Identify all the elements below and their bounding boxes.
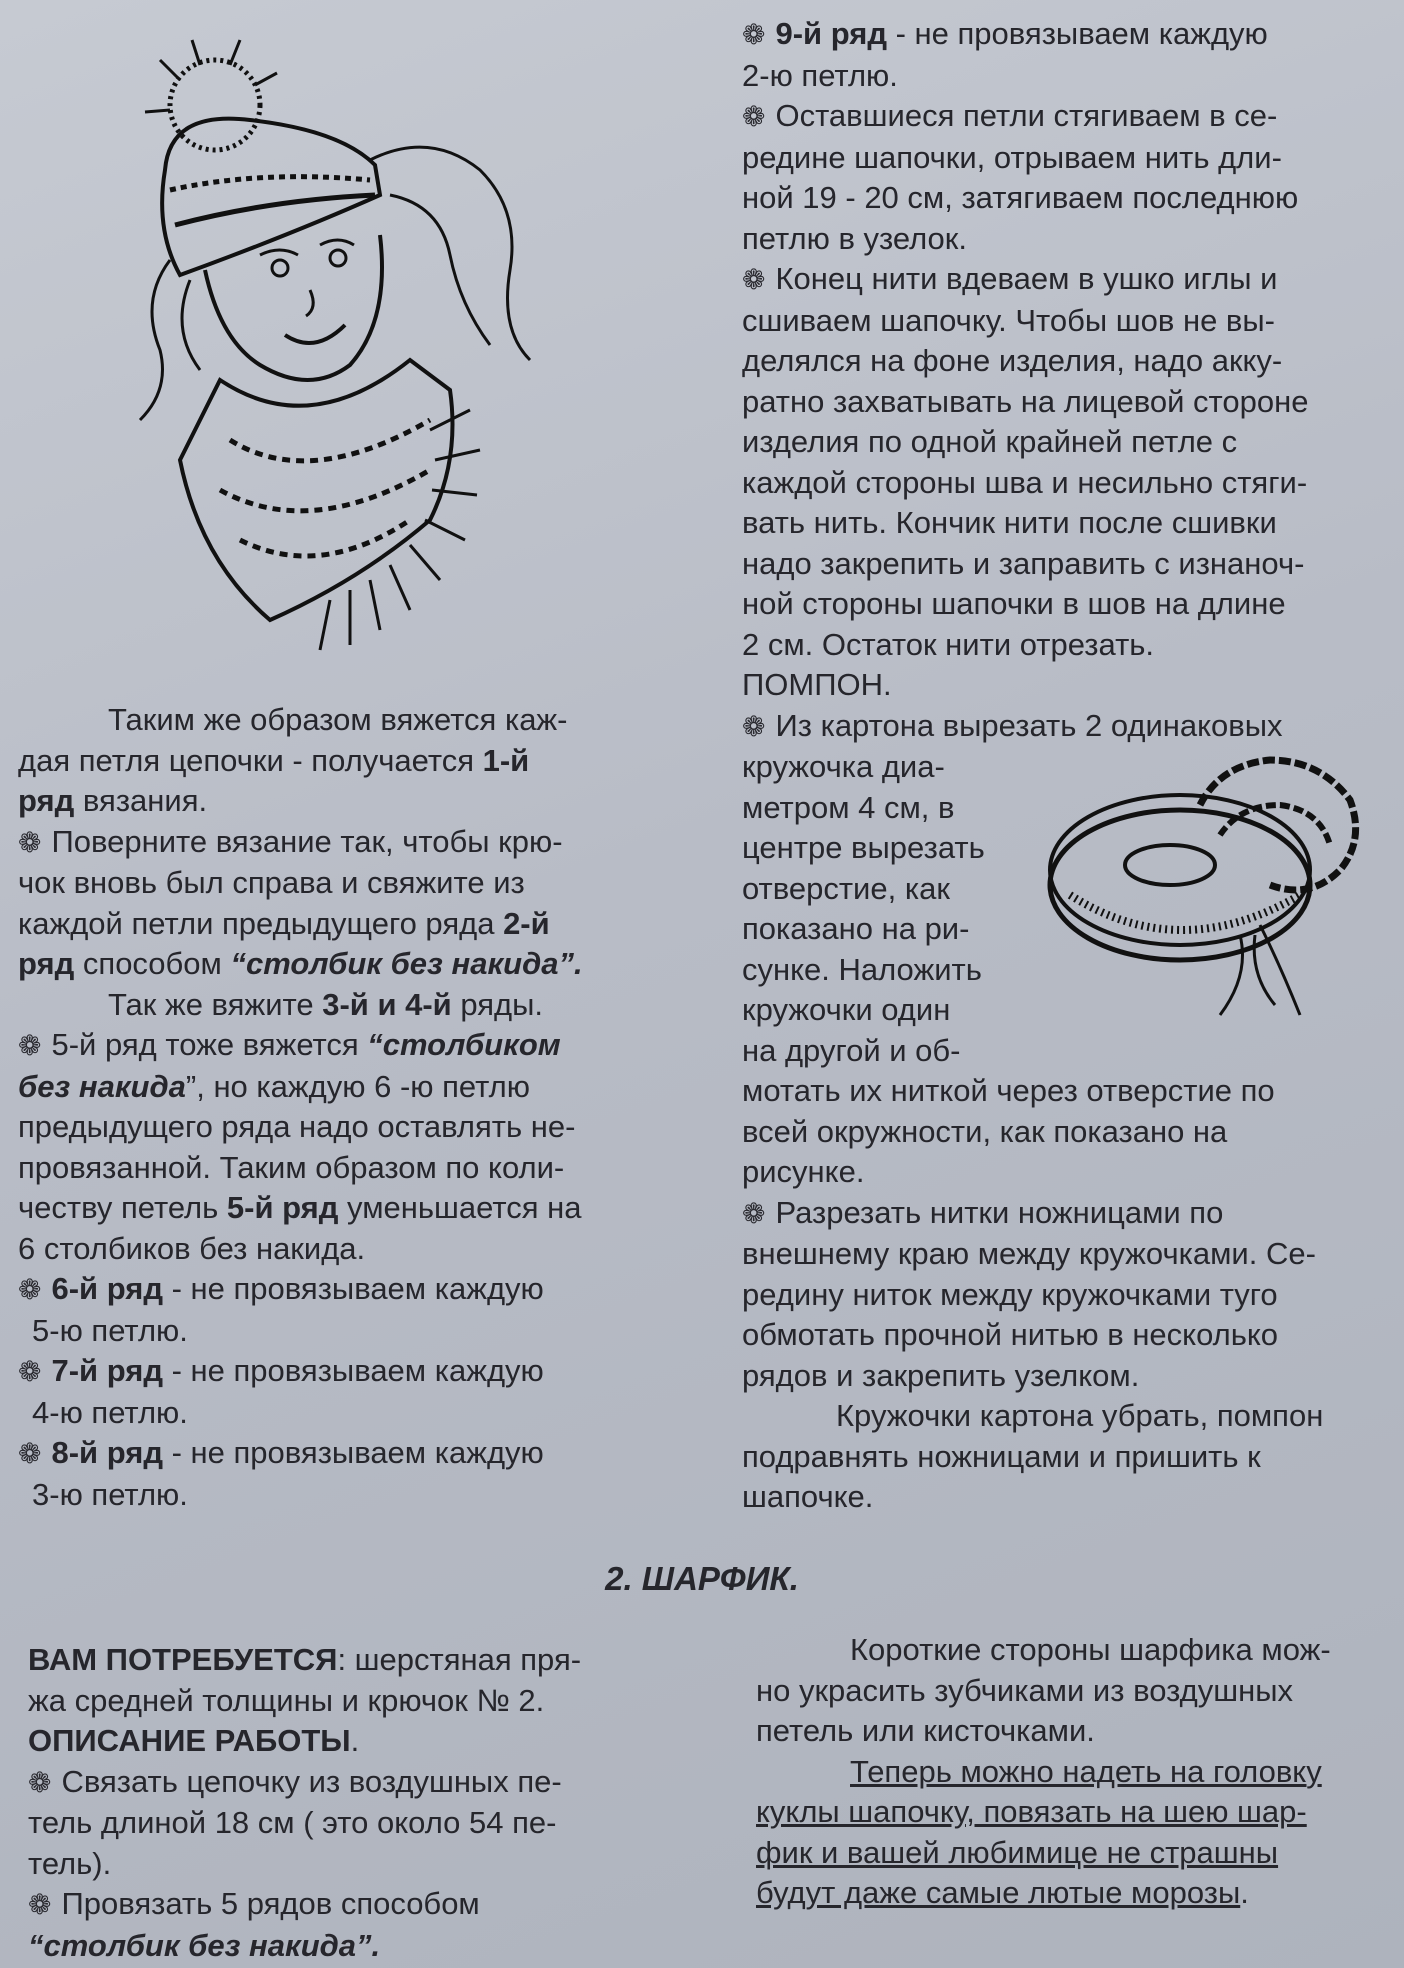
flower-bullet-icon: ❁ (742, 101, 766, 132)
text-line: рядов и закрепить узелком. (742, 1357, 1140, 1393)
paragraph (742, 584, 1392, 625)
bold-text: 1-й (482, 742, 530, 778)
paragraph (742, 1071, 1392, 1112)
text-line: 5-й ряд тоже вяжется (51, 1027, 368, 1062)
paragraph (18, 985, 678, 1026)
text-line: на другой и об- (742, 1032, 961, 1068)
paragraph (742, 950, 1392, 991)
bold-text: ВАМ ПОТРЕБУЕТСЯ (28, 1642, 338, 1677)
flower-bullet-icon: ❁ (742, 19, 766, 50)
flower-bullet-icon: ❁ (28, 1766, 52, 1798)
left-column (18, 700, 678, 1515)
paragraph (742, 990, 1392, 1031)
paragraph (18, 822, 678, 864)
paragraph (742, 1437, 1392, 1478)
bold-text: 9-й ряд (775, 16, 887, 51)
paragraph (756, 1792, 1396, 1833)
text-line: . (350, 1723, 360, 1758)
row-7-instruction (18, 1351, 678, 1393)
text-line: сшиваем шапочку. Чтобы шов не вы- (742, 302, 1275, 338)
text-line: кружочка диа- (742, 749, 945, 784)
paragraph (742, 259, 1392, 301)
text-line: подравнять ножницами и пришить к (742, 1438, 1261, 1474)
text-line: каждой стороны шва и несильно стяги- (742, 464, 1308, 500)
paragraph (756, 1833, 1396, 1874)
paragraph (742, 96, 1392, 138)
text-line: ной стороны шапочки в шов на длине (742, 586, 1286, 621)
paragraph (28, 1762, 678, 1804)
pompon-heading (742, 665, 1392, 706)
bold-text: 5-й ряд (226, 1190, 339, 1225)
text-line: шапочке. (742, 1479, 874, 1514)
text-line: ”, но каждую 6 -ю петлю (185, 1068, 530, 1104)
paragraph (18, 1229, 678, 1270)
paragraph (28, 1803, 678, 1844)
text-line: тель длиной 18 см ( это около 54 пе- (28, 1805, 557, 1840)
text-line: внешнему краю между кружочками. Се- (742, 1236, 1316, 1271)
paragraph (18, 1188, 678, 1229)
paragraph (742, 747, 1392, 788)
text-line: сунке. Наложить (742, 951, 982, 987)
paragraph (18, 1311, 678, 1352)
paragraph (756, 1752, 1396, 1793)
text-line: Конец нити вдеваем в ушко иглы и (775, 261, 1278, 296)
paragraph (742, 1315, 1392, 1356)
text-line: надо закрепить и заправить с изнаноч- (742, 545, 1305, 581)
text-line: : шерстяная пря- (337, 1642, 582, 1677)
text-line: петлю в узелок. (742, 220, 967, 256)
paragraph (742, 219, 1392, 260)
flower-bullet-icon: ❁ (18, 826, 42, 858)
bold-text: 8-й ряд (51, 1435, 163, 1470)
paragraph (18, 1107, 678, 1148)
paragraph (742, 1152, 1392, 1193)
paragraph (742, 503, 1392, 544)
text-line: будут даже самые лютые морозы (756, 1875, 1241, 1910)
text-line: мотать их ниткой через отверстие по (742, 1073, 1275, 1108)
paragraph (28, 1640, 678, 1681)
text-line: всей окружности, как показано на (742, 1113, 1228, 1149)
text-line: тель). (28, 1845, 112, 1881)
text-line: Разрезать нитки ножницами по (775, 1194, 1224, 1230)
paragraph (742, 1396, 1392, 1437)
paragraph (28, 1926, 678, 1967)
text-line: ратно захватывать на лицевой стороне (742, 383, 1309, 419)
paragraph (18, 904, 678, 945)
text-line: 2 см. Остаток нити отрезать. (742, 626, 1155, 662)
text-line: но украсить зубчиками из воздушных (756, 1672, 1293, 1708)
text-line: куклы шапочку, повязать на шею шар- (756, 1794, 1307, 1829)
paragraph (18, 1393, 678, 1434)
paragraph (18, 741, 678, 782)
paragraph (18, 781, 678, 822)
bold-text: ОПИСАНИЕ РАБОТЫ (28, 1723, 351, 1758)
paragraph (18, 944, 678, 985)
paragraph (742, 56, 1392, 97)
paragraph (742, 138, 1392, 179)
flower-bullet-icon: ❁ (18, 1356, 42, 1387)
row-6-instruction (18, 1269, 678, 1311)
text-line: - не провязываем каждую (163, 1435, 544, 1470)
paragraph (742, 463, 1392, 504)
italic-text: “столбик без накида”. (28, 1927, 381, 1963)
text-line: 3-ю петлю. (32, 1476, 188, 1512)
paragraph (742, 382, 1392, 423)
section-title: 2. ШАРФИК. (605, 1560, 799, 1597)
paragraph (742, 301, 1392, 342)
text-line: вязания. (74, 783, 208, 818)
text-line: каждой петли предыдущего ряда (18, 905, 504, 941)
text-line: рисунке. (742, 1154, 865, 1189)
right-column (742, 14, 1392, 1518)
text-line: 6 столбиков без накида. (18, 1230, 366, 1266)
text-line: Теперь можно надеть на головку (850, 1753, 1322, 1789)
bold-text: ряд (18, 783, 75, 818)
bold-text: 2-й (503, 905, 550, 941)
text-line: Таким же образом вяжется каж- (108, 702, 568, 737)
text-line: петель или кисточками. (756, 1713, 1095, 1748)
paragraph (28, 1681, 678, 1722)
flower-bullet-icon: ❁ (742, 1197, 766, 1229)
text-line: ной 19 - 20 см, затягиваем последнюю (742, 180, 1299, 215)
paragraph (18, 1475, 678, 1516)
text-line: Провязать 5 рядов способом (61, 1886, 480, 1921)
paragraph (742, 544, 1392, 585)
text-line: редине шапочки, отрываем нить дли- (742, 139, 1282, 175)
italic-text: “столбик без накида”. (230, 946, 583, 981)
flower-bullet-icon: ❁ (18, 1438, 42, 1469)
paragraph (742, 1112, 1392, 1153)
text-line: делялся на фоне изделия, надо акку- (742, 343, 1283, 378)
text-line: 4-ю петлю. (32, 1394, 188, 1430)
text-line: уменьшается на (338, 1190, 582, 1225)
text-line: . (1240, 1875, 1249, 1910)
text-line: Из картона вырезать 2 одинаковых (775, 707, 1283, 743)
paragraph (742, 178, 1392, 219)
text-line: показано на ри- (742, 911, 970, 946)
text-line: редину ниток между кружочками туго (742, 1276, 1278, 1312)
paragraph (742, 909, 1392, 950)
text-line: - не провязываем каждую (163, 1353, 544, 1388)
paragraph (742, 788, 1392, 829)
text-line: провязанной. Таким образом по коли- (18, 1149, 565, 1185)
text-line: Кружочки картона убрать, помпон (836, 1398, 1324, 1433)
flower-bullet-icon: ❁ (18, 1274, 42, 1305)
bold-text: 6-й ряд (51, 1271, 163, 1306)
paragraph (742, 706, 1392, 748)
paragraph (28, 1884, 678, 1926)
text-line: фик и вашей любимице не страшны (756, 1834, 1279, 1870)
text-line: Так же вяжите (108, 986, 323, 1022)
bold-text: ряд (18, 946, 75, 981)
paragraph (742, 1477, 1392, 1518)
flower-bullet-icon: ❁ (742, 710, 766, 742)
paragraph (18, 1025, 678, 1067)
row-8-instruction (18, 1433, 678, 1475)
paragraph (18, 1148, 678, 1189)
text-line: 2-ю петлю. (742, 57, 898, 93)
text-line: вать нить. Кончик нити после сшивки (742, 505, 1277, 540)
paragraph (18, 863, 678, 904)
text-line: ПОМПОН. (742, 667, 892, 702)
text-line: предыдущего ряда надо оставлять не- (18, 1109, 576, 1144)
paragraph (756, 1630, 1396, 1671)
paragraph (756, 1671, 1396, 1712)
text-line: 5-ю петлю. (32, 1312, 188, 1348)
text-line: дая петля цепочки - получается (18, 742, 483, 778)
paragraph (742, 625, 1392, 666)
text-line: Связать цепочку из воздушных пе- (61, 1763, 562, 1799)
text-line: метром 4 см, в (742, 789, 955, 825)
italic-text: без накида (18, 1068, 186, 1104)
text-line: - не провязываем каждую (887, 16, 1268, 51)
text-line: ряды. (451, 986, 544, 1022)
paragraph (742, 1193, 1392, 1235)
text-line: - не провязываем каждую (163, 1271, 544, 1306)
text-line: Поверните вязание так, чтобы крю- (51, 823, 563, 859)
paragraph (742, 1275, 1392, 1316)
paragraph (742, 1234, 1392, 1275)
text-line: кружочки один (742, 992, 951, 1027)
text-line: чок вновь был справа и свяжите из (18, 865, 525, 900)
flower-bullet-icon: ❁ (28, 1889, 52, 1920)
italic-text: “столбиком (367, 1027, 561, 1062)
text-line: обмотать прочной нитью в несколько (742, 1317, 1279, 1352)
text-line: честву петель (18, 1190, 227, 1225)
text-line: жа средней толщины и крючок № 2. (28, 1682, 545, 1718)
paragraph (742, 1031, 1392, 1072)
paragraph (742, 1356, 1392, 1397)
text-line: Оставшиеся петли стягиваем в се- (775, 98, 1278, 133)
flower-bullet-icon: ❁ (18, 1030, 42, 1061)
paragraph (18, 1067, 678, 1108)
scarf-left-column (28, 1640, 678, 1966)
paragraph (28, 1721, 678, 1762)
paragraph (18, 700, 678, 741)
paragraph (742, 869, 1392, 910)
paragraph (28, 1844, 678, 1885)
girl-with-hat-illustration (110, 20, 580, 700)
flower-bullet-icon: ❁ (742, 264, 766, 295)
text-line: Короткие стороны шарфика мож- (850, 1632, 1331, 1667)
paragraph (742, 341, 1392, 382)
text-line: отверстие, как (742, 870, 950, 906)
scarf-right-column (756, 1630, 1396, 1914)
row-9-instruction (742, 14, 1392, 56)
bold-text: 3-й и 4-й (322, 986, 452, 1022)
text-line: способом (74, 946, 231, 981)
paragraph (742, 828, 1392, 869)
bold-text: 7-й ряд (51, 1353, 163, 1388)
text-line: центре вырезать (742, 830, 985, 865)
text-line: изделия по одной крайней петле с (742, 424, 1238, 459)
paragraph (756, 1711, 1396, 1752)
paragraph (756, 1873, 1396, 1914)
paragraph (742, 422, 1392, 463)
